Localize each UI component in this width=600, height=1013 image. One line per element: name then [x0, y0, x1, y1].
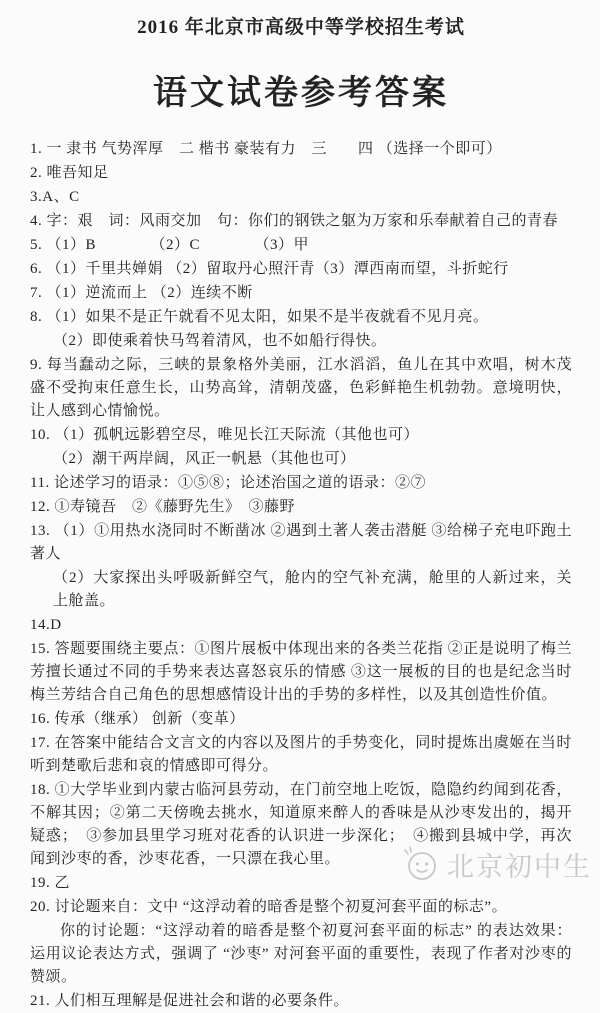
answer-line: 4. 字：艰 词：风雨交加 句：你们的钢铁之躯为万家和乐奉献着自己的青春 — [30, 213, 559, 229]
answer-line: 5. （1）B （2）C （3）甲 — [30, 237, 310, 253]
answer-line: 1. 一 隶书 气势浑厚 二 楷书 豪装有力 三 四 （选择一个即可） — [30, 141, 502, 157]
answer-line: 15. 答题要围绕主要点：①图片展板中体现出来的各类兰花指 ②正是说明了梅兰芳擅长通过不同的手势来表达喜怒哀乐的情感 ③这一展板的目的也是纪念当时梅兰芳结合自己角色的思想感情设计出的手势的多样性，以及其创造性价值。 — [30, 641, 572, 703]
answer-line: 你的讨论题：“这浮动着的暗香是整个初夏河套平面的标志” 的表达效果：运用议论表达方式，强调了 “沙枣” 对河套平面的重要性，表现了作者对沙枣的赞颂。 — [30, 923, 572, 985]
answer-line: 16. 传承（继承） 创新（变革） — [30, 711, 245, 727]
answer-line: 17. 在答案中能结合文言文的内容以及图片的手势变化，同时提炼出虞姬在当时听到楚歌后悲和哀的情感即可得分。 — [30, 735, 572, 774]
exam-title: 2016 年北京市高级中等学校招生考试 — [137, 17, 465, 38]
answer-line: 10. （1）孤帆远影碧空尽，唯见长江天际流（其他也可） — [30, 427, 420, 443]
answer-line: 14.D — [30, 617, 62, 633]
beijing-chuzhongsheng-logo-icon — [401, 844, 441, 884]
answer-line: 6. （1）千里共婵娟 （2）留取丹心照汗青（3）潭西南而望，斗折蛇行 — [30, 261, 509, 277]
answer-line: 18. ①大学毕业到内蒙古临河县劳动，在门前空地上吃饭，隐隐约约闻到花香，不解其因；②第二天傍晚去挑水，知道原来醉人的香味是从沙枣发出的，揭开疑惑； ③参加县里学习班对花香的认识进一步深化； ④搬到县城中学，再次闻到沙枣的香，沙枣花香，一只漂在我心里。 — [30, 782, 572, 867]
answer-line: 9. 每当蠢动之际，三峡的景象格外美丽，江水滔滔，鱼儿在其中欢唱，树木茂盛不受拘束任意生长，山势高耸，清朝茂盛，色彩鲜艳生机勃勃。意境明快，让人感到心情愉悦。 — [30, 357, 572, 419]
answer-line: （2）大家探出头呼吸新鲜空气，舱内的空气补充满，舱里的人新过来，关上舱盖。 — [53, 570, 572, 609]
answer-line: （2）潮干两岸阔，风正一帆悬（其他也可） — [53, 451, 356, 467]
answer-line: （2）即使乘着快马驾着清风，也不如船行得快。 — [53, 333, 387, 349]
answer-line: 13. （1）①用热水浇同时不断凿冰 ②遇到土著人袭击潜艇 ③给梯子充电吓跑土著人 — [30, 523, 572, 562]
watermark — [401, 844, 592, 884]
answer-line: 11. 论述学习的语录：①⑤⑧；论述治国之道的语录：②⑦ — [30, 475, 426, 491]
paper-title: 语文试卷参考答案 — [153, 75, 449, 112]
answer-line: 2. 唯吾知足 — [30, 165, 109, 181]
answer-line: 3.A、C — [30, 189, 80, 205]
watermark-text: 北京初中生 — [447, 851, 592, 882]
answer-line: 12. ①寿镜吾 ②《藤野先生》 ③藤野 — [30, 499, 296, 515]
answer-line: 20. 讨论题来自：文中 “这浮动着的暗香是整个初夏河套平面的标志”。 — [30, 899, 508, 915]
answer-line: 7. （1）逆流而上 （2）连续不断 — [30, 285, 253, 301]
answer-line: 21. 人们相互理解是促进社会和谐的必要条件。 — [30, 993, 350, 1009]
answer-line: 19. 乙 — [30, 875, 71, 891]
answer-line: 8. （1）如果不是正午就看不见太阳，如果不是半夜就看不见月亮。 — [30, 309, 489, 325]
